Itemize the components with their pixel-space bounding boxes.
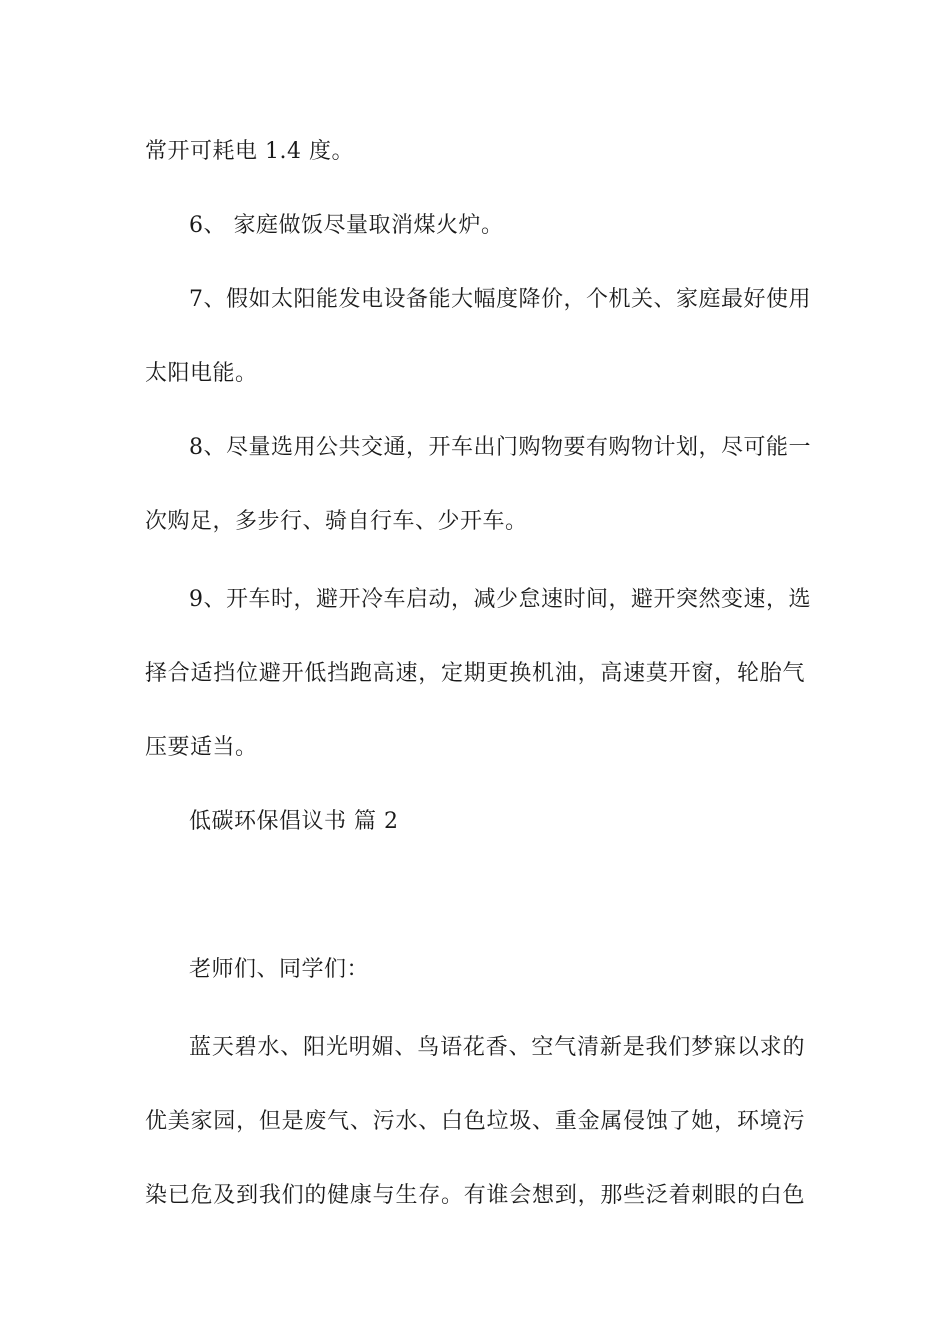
text-line: 优美家园，但是废气、污水、白色垃圾、重金属侵蚀了她，环境污 (145, 1109, 805, 1134)
text-line: 压要适当。 (145, 735, 258, 760)
text-line: 6、 家庭做饭尽量取消煤火炉。 (189, 213, 504, 238)
text-line: 常开可耗电 1.4 度。 (145, 139, 354, 164)
text-line: 染已危及到我们的健康与生存。有谁会想到，那些泛着刺眼的白色 (145, 1183, 805, 1208)
section-heading: 低碳环保倡议书 篇 2 (189, 809, 399, 834)
text-line: 太阳电能。 (145, 361, 258, 386)
text-line: 次购足，多步行、骑自行车、少开车。 (145, 509, 528, 534)
text-line: 9、开车时，避开冷车启动，减少怠速时间，避开突然变速，选 (189, 587, 811, 612)
text-line: 7、假如太阳能发电设备能大幅度降价，个机关、家庭最好使用 (189, 287, 811, 312)
salutation: 老师们、同学们： (189, 957, 370, 982)
text-line: 8、尽量选用公共交通，开车出门购物要有购物计划，尽可能一 (189, 435, 811, 460)
text-line: 蓝天碧水、阳光明媚、鸟语花香、空气清新是我们梦寐以求的 (189, 1035, 805, 1060)
text-line: 择合适挡位避开低挡跑高速，定期更换机油，高速莫开窗，轮胎气 (145, 661, 805, 686)
